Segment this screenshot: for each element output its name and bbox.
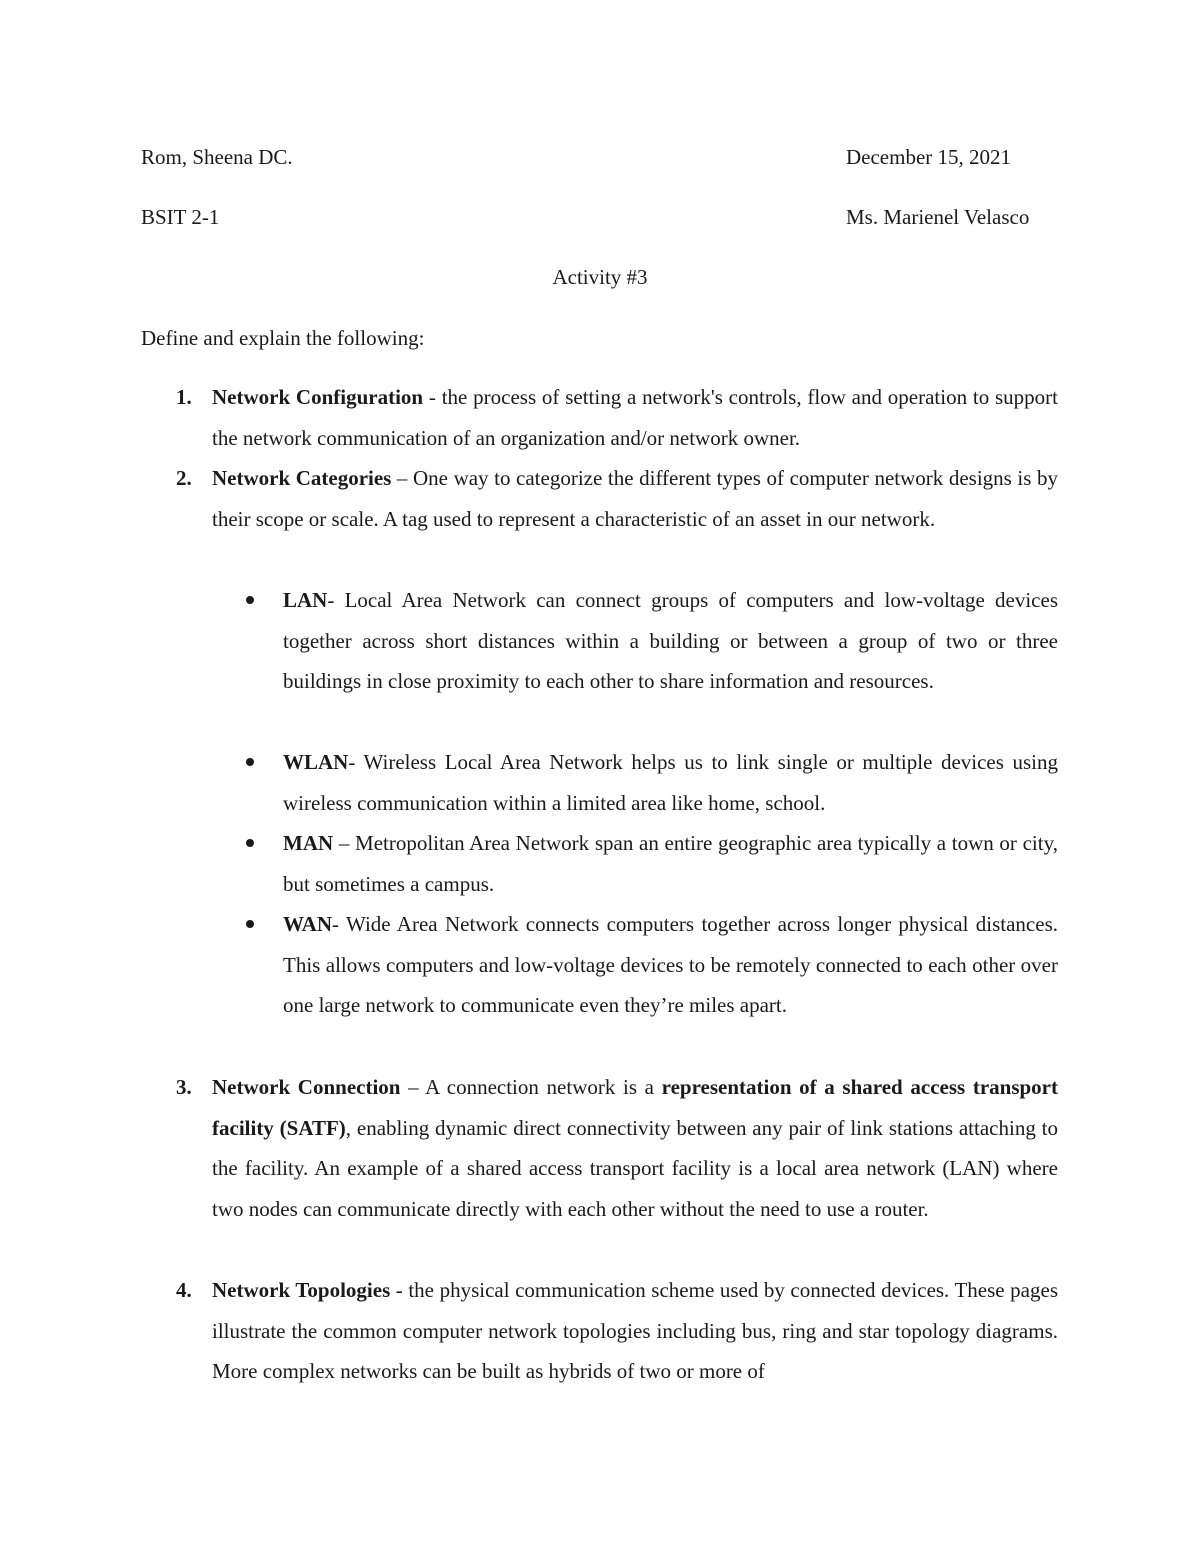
item-1-term: Network Configuration bbox=[212, 385, 424, 409]
bullet-dot bbox=[246, 758, 254, 766]
bullet-man bbox=[283, 823, 1058, 904]
item-3-term: Network Connection bbox=[212, 1075, 401, 1099]
item-2-term: Network Categories bbox=[212, 466, 392, 490]
instructor: Ms. Marienel Velasco bbox=[846, 205, 1030, 229]
bullet-wan-term: WAN bbox=[283, 912, 333, 936]
bullet-dot bbox=[246, 920, 254, 928]
bullet-wlan-text: - Wireless Local Area Network helps us to link single or multiple devices using wireless communication within a limited area like home, school. bbox=[283, 750, 1058, 815]
item-3-text-before: – A connection network is a bbox=[400, 1075, 662, 1099]
student-name: Rom, Sheena DC. bbox=[141, 145, 293, 169]
bullet-man-term: MAN bbox=[283, 831, 334, 855]
bullet-wlan bbox=[283, 742, 1058, 823]
bullet-wan bbox=[283, 904, 1058, 1026]
item-2-text: – One way to categorize the different types of computer network designs is by their scope or scale. A tag used to represent a characteristic of an asset in our network. bbox=[212, 466, 1058, 531]
activity-title: Activity #3 bbox=[552, 265, 648, 289]
item-4-term: Network Topologies bbox=[212, 1278, 391, 1302]
item-1-text: - the process of setting a network's controls, flow and operation to support the network communication of an organization and/or network owner. bbox=[212, 385, 1058, 450]
item-3-number: 3. bbox=[176, 1075, 192, 1099]
item-1-paragraph bbox=[212, 377, 1058, 458]
item-3-paragraph bbox=[212, 1067, 1058, 1229]
section: BSIT 2-1 bbox=[141, 205, 220, 229]
bullet-lan bbox=[283, 580, 1058, 702]
instruction-text: Define and explain the following: bbox=[141, 326, 425, 350]
item-4-paragraph bbox=[212, 1270, 1058, 1392]
item-3-text-after: , enabling dynamic direct connectivity between any pair of link stations attaching to the facility. An example of a shared access transport facility is a local area network (LAN) where two nodes can communicate directly with each other without the need to use a router. bbox=[212, 1115, 1059, 1221]
bullet-man-text: – Metropolitan Area Network span an entire geographic area typically a town or city, but sometimes a campus. bbox=[283, 831, 1058, 896]
item-2-paragraph bbox=[212, 458, 1058, 539]
bullet-dot bbox=[246, 596, 254, 604]
bullet-wlan-term: WLAN bbox=[283, 750, 349, 774]
item-2-number: 2. bbox=[176, 466, 192, 490]
bullet-lan-term: LAN bbox=[283, 588, 328, 612]
item-4-text: - the physical communication scheme used by connected devices. These pages illustrate the common computer network topologies including bus, ring and star topology diagrams. More complex networks can be built as hybrids of two or more of bbox=[212, 1278, 1058, 1383]
bullet-wan-text: - Wide Area Network connects computers together across longer physical distances. This allows computers and low-voltage devices to be remotely connected to each other over one large network to communicate even they’re miles apart. bbox=[283, 912, 1058, 1017]
item-4-number: 4. bbox=[176, 1278, 192, 1302]
bullet-dot bbox=[246, 839, 254, 847]
item-1-number: 1. bbox=[176, 385, 192, 409]
item-3-bold-phrase: representation of a shared access transport facility (SATF) bbox=[212, 1075, 1058, 1140]
bullet-lan-text: - Local Area Network can connect groups of computers and low-voltage devices together across short distances within a building or between a group of two or three buildings in close proximity to each other to share information and resources. bbox=[283, 588, 1058, 693]
date: December 15, 2021 bbox=[846, 145, 1012, 169]
